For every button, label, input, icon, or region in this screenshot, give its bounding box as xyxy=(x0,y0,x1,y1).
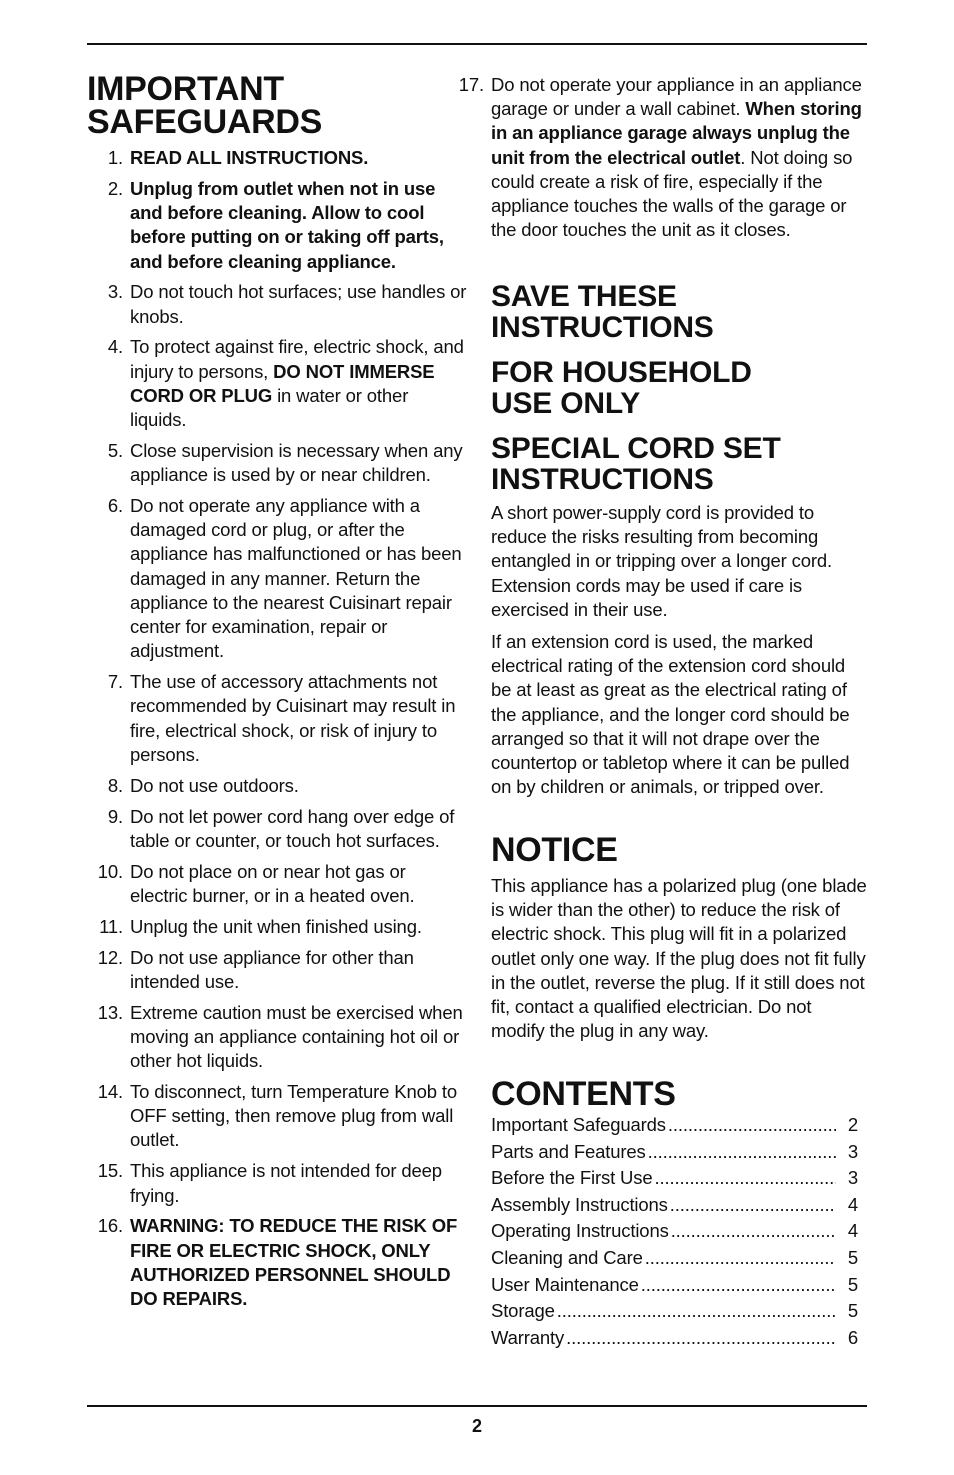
save-heading-line1: SAVE THESE xyxy=(491,280,677,313)
safeguard-item xyxy=(87,774,467,798)
item-text-bold: DO NOT IMMERSE CORD OR PLUG xyxy=(130,360,435,406)
item-text-regular: Do not operate any appliance with a damaged cord or plug, or after the appliance has malfunctioned or has been damaged in any manner. Return the appliance to the nearest Cuisinart repair center for examination, repair or adjustment. xyxy=(130,495,462,662)
item-text xyxy=(130,1081,457,1150)
item-text-regular: Do not let power cord hang over edge of table or counter, or touch hot surfaces. xyxy=(130,805,455,851)
contents-row xyxy=(491,1165,858,1192)
safeguard-item xyxy=(87,805,467,853)
item-text xyxy=(130,671,455,765)
item-number: 2. xyxy=(107,177,123,199)
item-number: 5. xyxy=(107,439,123,461)
item-text-regular: This appliance is not intended for deep frying. xyxy=(130,1160,442,1206)
item-text-regular: . Not doing so could create a risk of fire, especially if the appliance touches the walls of the garage or the door touches the unit as it closes. xyxy=(491,146,853,241)
cord-heading-line2: INSTRUCTIONS xyxy=(491,463,714,496)
contents-title: User Maintenance xyxy=(491,1273,639,1295)
item-number: 3. xyxy=(107,281,123,303)
contents-page: 3 xyxy=(847,1167,858,1189)
contents-page: 5 xyxy=(847,1300,858,1322)
contents-title: Operating Instructions xyxy=(491,1220,669,1242)
contents-heading: CONTENTS xyxy=(491,1075,676,1113)
safeguard-item xyxy=(87,860,467,908)
contents-page: 5 xyxy=(847,1246,858,1268)
contents-title: Before the First Use xyxy=(491,1167,653,1189)
save-heading-line2: INSTRUCTIONS xyxy=(491,311,714,344)
save-instructions-heading xyxy=(491,281,869,343)
safeguard-item xyxy=(87,1159,467,1207)
safeguard-item xyxy=(87,146,467,170)
contents-leader-dots xyxy=(670,1192,836,1219)
item-text xyxy=(130,861,414,906)
contents-row xyxy=(491,1192,858,1219)
item-number: 11. xyxy=(99,915,123,937)
contents-row xyxy=(491,1218,858,1245)
contents-title: Warranty xyxy=(491,1326,565,1348)
item-number: 14. xyxy=(97,1081,123,1103)
safeguard-item xyxy=(87,915,467,939)
contents-leader-dots xyxy=(671,1218,836,1245)
safeguards-list xyxy=(87,146,467,1318)
item-text xyxy=(491,74,862,240)
item-text xyxy=(130,916,422,937)
item-number: 16. xyxy=(97,1215,123,1237)
item-text-regular: Unplug the unit when finished using. xyxy=(130,915,422,937)
contents-title: Assembly Instructions xyxy=(491,1193,668,1215)
item-text-regular: Do not touch hot surfaces; use handles or knobs. xyxy=(130,281,467,327)
item-text-regular: Do not operate your appliance in an appliance garage or under a wall cabinet. xyxy=(491,74,862,120)
contents-row xyxy=(491,1298,858,1325)
safeguards-heading-line1: IMPORTANT xyxy=(87,70,284,108)
item-text xyxy=(130,1215,457,1309)
item-text-regular: Do not use appliance for other than intended use. xyxy=(130,946,414,992)
item-text-regular: To protect against fire, electric shock, and injury to persons, xyxy=(130,336,464,382)
notice-heading: NOTICE xyxy=(491,831,618,869)
safeguard-item xyxy=(87,494,467,663)
contents-leader-dots xyxy=(655,1165,836,1192)
contents-page: 2 xyxy=(847,1114,858,1135)
safeguard-item xyxy=(448,73,868,242)
item-text xyxy=(130,147,368,168)
contents-page: 5 xyxy=(847,1273,858,1295)
item-text xyxy=(130,775,299,796)
item-number: 8. xyxy=(107,774,123,796)
item-number: 7. xyxy=(107,671,123,693)
item-text xyxy=(130,806,454,851)
contents-leader-dots xyxy=(668,1112,836,1139)
item-text xyxy=(130,336,464,430)
item-text-bold: When storing in an appliance garage always unplug the unit from the electrical outlet xyxy=(491,98,862,168)
item-number: 13. xyxy=(97,1001,123,1023)
household-heading-line1: FOR HOUSEHOLD xyxy=(491,356,752,389)
contents-page: 4 xyxy=(847,1220,858,1242)
item-text-regular: Extreme caution must be exercised when moving an appliance containing hot oil or other hot liquids. xyxy=(130,1001,463,1072)
item-text-bold: READ ALL INSTRUCTIONS. xyxy=(130,147,369,168)
cord-paragraph-1: A short power-supply cord is provided to reduce the risks resulting from becoming entangled in or tripping over a longer cord. Extension cords may be used if care is exercised in their use. xyxy=(491,502,833,620)
household-heading-line2: USE ONLY xyxy=(491,387,641,420)
safeguard-item xyxy=(87,177,467,274)
contents-row xyxy=(491,1139,858,1166)
safeguard-item xyxy=(87,1080,467,1153)
item-text xyxy=(130,440,462,485)
item-number: 17. xyxy=(458,74,484,95)
item-number: 4. xyxy=(107,336,123,358)
contents-row xyxy=(491,1112,858,1139)
contents-row xyxy=(491,1245,858,1272)
safeguard-item xyxy=(87,946,467,994)
cord-paragraph-2: If an extension cord is used, the marked electrical rating of the extension cord should be at least as great as the electrical rating of the appliance, and the longer cord should be arranged so that it will not drape over the countertop or tabletop where it can be pulled on by children or animals, or tripped over. xyxy=(491,631,850,798)
contents-title: Parts and Features xyxy=(491,1140,646,1162)
contents-title: Storage xyxy=(491,1300,555,1322)
safeguard-item xyxy=(87,1001,467,1074)
safeguard-item xyxy=(87,439,467,487)
contents-page: 6 xyxy=(847,1326,858,1348)
item-number: 10. xyxy=(97,860,123,882)
item-number: 15. xyxy=(97,1160,123,1182)
item-text-regular: The use of accessory attachments not recommended by Cuisinart may result in fire, electrical shock, or risk of injury to persons. xyxy=(130,671,456,765)
contents-page: 3 xyxy=(847,1140,858,1162)
contents-leader-dots xyxy=(648,1139,836,1166)
item-text xyxy=(130,1160,442,1205)
item-text-bold: Unplug from outlet when not in use and before cleaning. Allow to cool before putting on or taking off parts, and before cleaning appliance. xyxy=(130,177,444,272)
contents-leader-dots xyxy=(645,1245,836,1272)
cord-heading-line1: SPECIAL CORD SET xyxy=(491,432,781,465)
safeguard-item xyxy=(87,335,467,432)
item-text xyxy=(130,495,462,661)
household-use-heading xyxy=(491,357,869,419)
item-text-bold: WARNING: TO REDUCE THE RISK OF FIRE OR ELECTRIC SHOCK, ONLY AUTHORIZED PERSONNEL SHOULD DO REPAIRS. xyxy=(130,1215,458,1310)
item-text xyxy=(130,947,414,992)
contents-leader-dots xyxy=(566,1325,836,1352)
item-text-regular: Do not place on or near hot gas or electric burner, or in a heated oven. xyxy=(130,860,415,906)
safeguard-item xyxy=(87,1214,467,1311)
notice-paragraph: This appliance has a polarized plug (one blade is wider than the other) to reduce the risk of electric shock. This plug will fit in a polarized outlet only one way. If the plug does not fit fully in the outlet, reverse the plug. If it still does not fit, contact a qualified electrician. Do not modify the plug in any way. xyxy=(491,875,867,1042)
top-rule xyxy=(87,43,867,45)
item-number: 12. xyxy=(97,946,123,968)
item-text xyxy=(130,281,466,326)
safeguard-item xyxy=(87,280,467,328)
contents-leader-dots xyxy=(641,1272,836,1299)
item-text-regular: Close supervision is necessary when any appliance is used by or near children. xyxy=(130,439,463,486)
safeguard-item xyxy=(87,670,467,767)
bottom-rule xyxy=(87,1405,867,1407)
item-number: 1. xyxy=(107,147,123,168)
item-text-regular: To disconnect, turn Temperature Knob to OFF setting, then remove plug from wall outlet. xyxy=(130,1081,458,1151)
page-number: 2 xyxy=(471,1416,482,1436)
item-text-regular: in water or other liquids. xyxy=(130,384,409,431)
contents-list xyxy=(491,1112,858,1351)
contents-row xyxy=(491,1272,858,1299)
safeguards-list-continued xyxy=(448,73,868,249)
safeguards-heading-line2: SAFEGUARDS xyxy=(87,103,323,141)
item-text xyxy=(130,178,444,272)
contents-leader-dots xyxy=(557,1298,836,1325)
contents-row xyxy=(491,1325,858,1352)
item-text-regular: Do not use outdoors. xyxy=(130,774,299,796)
item-number: 6. xyxy=(107,495,123,517)
item-number: 9. xyxy=(107,805,123,827)
safeguards-heading xyxy=(87,70,467,141)
contents-title: Cleaning and Care xyxy=(491,1246,643,1268)
contents-title: Important Safeguards xyxy=(491,1114,666,1135)
item-text xyxy=(130,1002,463,1071)
contents-page: 4 xyxy=(847,1193,858,1215)
special-cord-heading xyxy=(491,433,869,495)
